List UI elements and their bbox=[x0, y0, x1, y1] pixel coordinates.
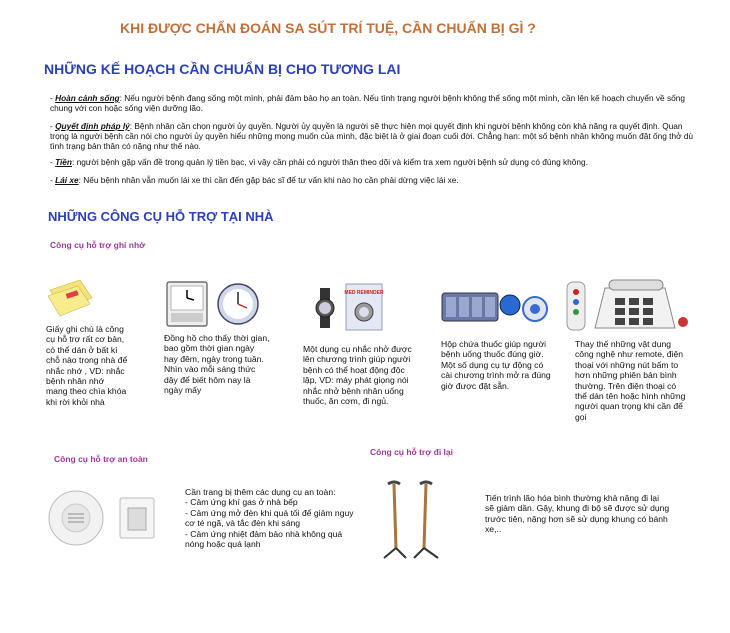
plans-heading: NHỮNG KẾ HOẠCH CẦN CHUẨN BỊ CHO TƯƠNG LAI bbox=[44, 61, 401, 77]
memory-desc-pillbox: Hộp chứa thuốc giúp người bệnh uống thuốc đúng giờ. Một số dụng cụ tự động có cài chương trình mở ra đúng giờ được đặt sẵn. bbox=[441, 339, 551, 391]
page-title: KHI ĐƯỢC CHẨN ĐOÁN SA SÚT TRÍ TUỆ, CẦN CHUẨN BỊ GÌ ? bbox=[120, 20, 536, 36]
smoke-detector-image bbox=[46, 488, 156, 548]
memory-desc-phone: Thay thế những vật dụng công nghệ như remote, điện thoại với những nút bấm to hơn những phiên bản bình thường. Trên điện thoại có thể dán tên hoặc hình những người quan trọng khi cần để gọi bbox=[575, 339, 686, 422]
day-clock-image bbox=[164, 280, 264, 328]
tools-heading: NHỮNG CÔNG CỤ HỖ TRỢ TẠI NHÀ bbox=[48, 209, 274, 224]
mobility-tools-label: Công cụ hỗ trợ đi lại bbox=[370, 447, 454, 457]
memory-desc-notes: Giấy ghi chú là công cụ hỗ trợ rất cơ bản, có thể dán ở bất kì chỗ nào trong nhà để nhắc nhớ , VD: nhắc bệnh nhân nhớ mang theo chìa khóa khi rời khỏi nhà bbox=[46, 324, 128, 407]
plan-item-driving: - Lái xe: Nếu bệnh nhân vẫn muốn lái xe thì cần đến gặp bác sĩ để tư vấn khi nào họ cần phải dừng việc lái xe. bbox=[50, 175, 459, 185]
product-label: MED REMINDER bbox=[344, 290, 384, 296]
memory-tools-label: Công cụ hỗ trợ ghi nhớ bbox=[50, 240, 146, 250]
sticky-notes-image bbox=[46, 276, 94, 318]
memory-desc-reminder: Một dụng cụ nhắc nhở được lên chương trình giúp người bệnh có thể hoạt động độc lập, VD: máy phát giọng nói nhắc nhở bệnh nhân uống thuốc, ăn cơm, đi ngủ. bbox=[303, 344, 412, 407]
memory-desc-clock: Đồng hồ cho thấy thời gian, bao gồm thời gian ngày hay đêm, ngày trong tuần. Nhìn vào mỗi sáng thức dậy để biết hôm nay là ngày mấy bbox=[164, 333, 270, 396]
quad-cane-image bbox=[378, 478, 444, 562]
mobility-desc: Tiến trình lão hóa bình thường khả năng đi lại sẽ giảm dần. Gậy, khung đi bộ sẽ được sử dụng trước tiên, nặng hơn sẽ sử dụng khung có bánh xe,.. bbox=[485, 493, 670, 535]
plan-item-legal: - Quyết định pháp lý: Bệnh nhân cần chọn người ủy quyền. Người ủy quyền là người sẽ thực hiện mọi quyết định khi người bệnh không còn khả năng ra quyết định. Quan trọng là người bệnh cần nói cho người ủy quyền hiểu những mong muốn của mình, đặc biệt là ở giai đoạn cuối đời. Chẳng hạn: một số bệnh nhân không muốn đặt ống thở dù tình trạng bản thân có nặng như thế nào. bbox=[50, 121, 694, 151]
reminder-device-image bbox=[314, 282, 384, 332]
safety-tools-label: Công cụ hỗ trợ an toàn bbox=[54, 454, 148, 464]
safety-desc: Cần trang bị thêm các dụng cụ an toàn: - Cảm ứng khí gas ở nhà bếp - Cảm ứng mở đèn khi quá tối để giảm nguy cơ té ngã, và tắc đèn khi sáng - Cảm ứng nhiệt đảm bảo nhà không quá nóng hoặc quá lạnh bbox=[185, 487, 354, 550]
big-button-phone-image bbox=[565, 278, 695, 333]
plan-item-living: - Hoàn cảnh sống: Nếu người bệnh đang sống một mình, phải đảm bảo họ an toàn. Nếu tình trạng người bệnh không thể sống một mình, cần lên kế hoạch chuyển về sống chung với con hoặc sống viện dưỡng lão. bbox=[50, 93, 685, 113]
plan-item-money: - Tiền: người bệnh gặp vấn đề trong quản lý tiền bạc, vì vậy cần phải có người thân theo dõi và kiểm tra xem người bệnh sử dụng có đúng không. bbox=[50, 157, 588, 167]
pill-box-image bbox=[440, 287, 550, 327]
